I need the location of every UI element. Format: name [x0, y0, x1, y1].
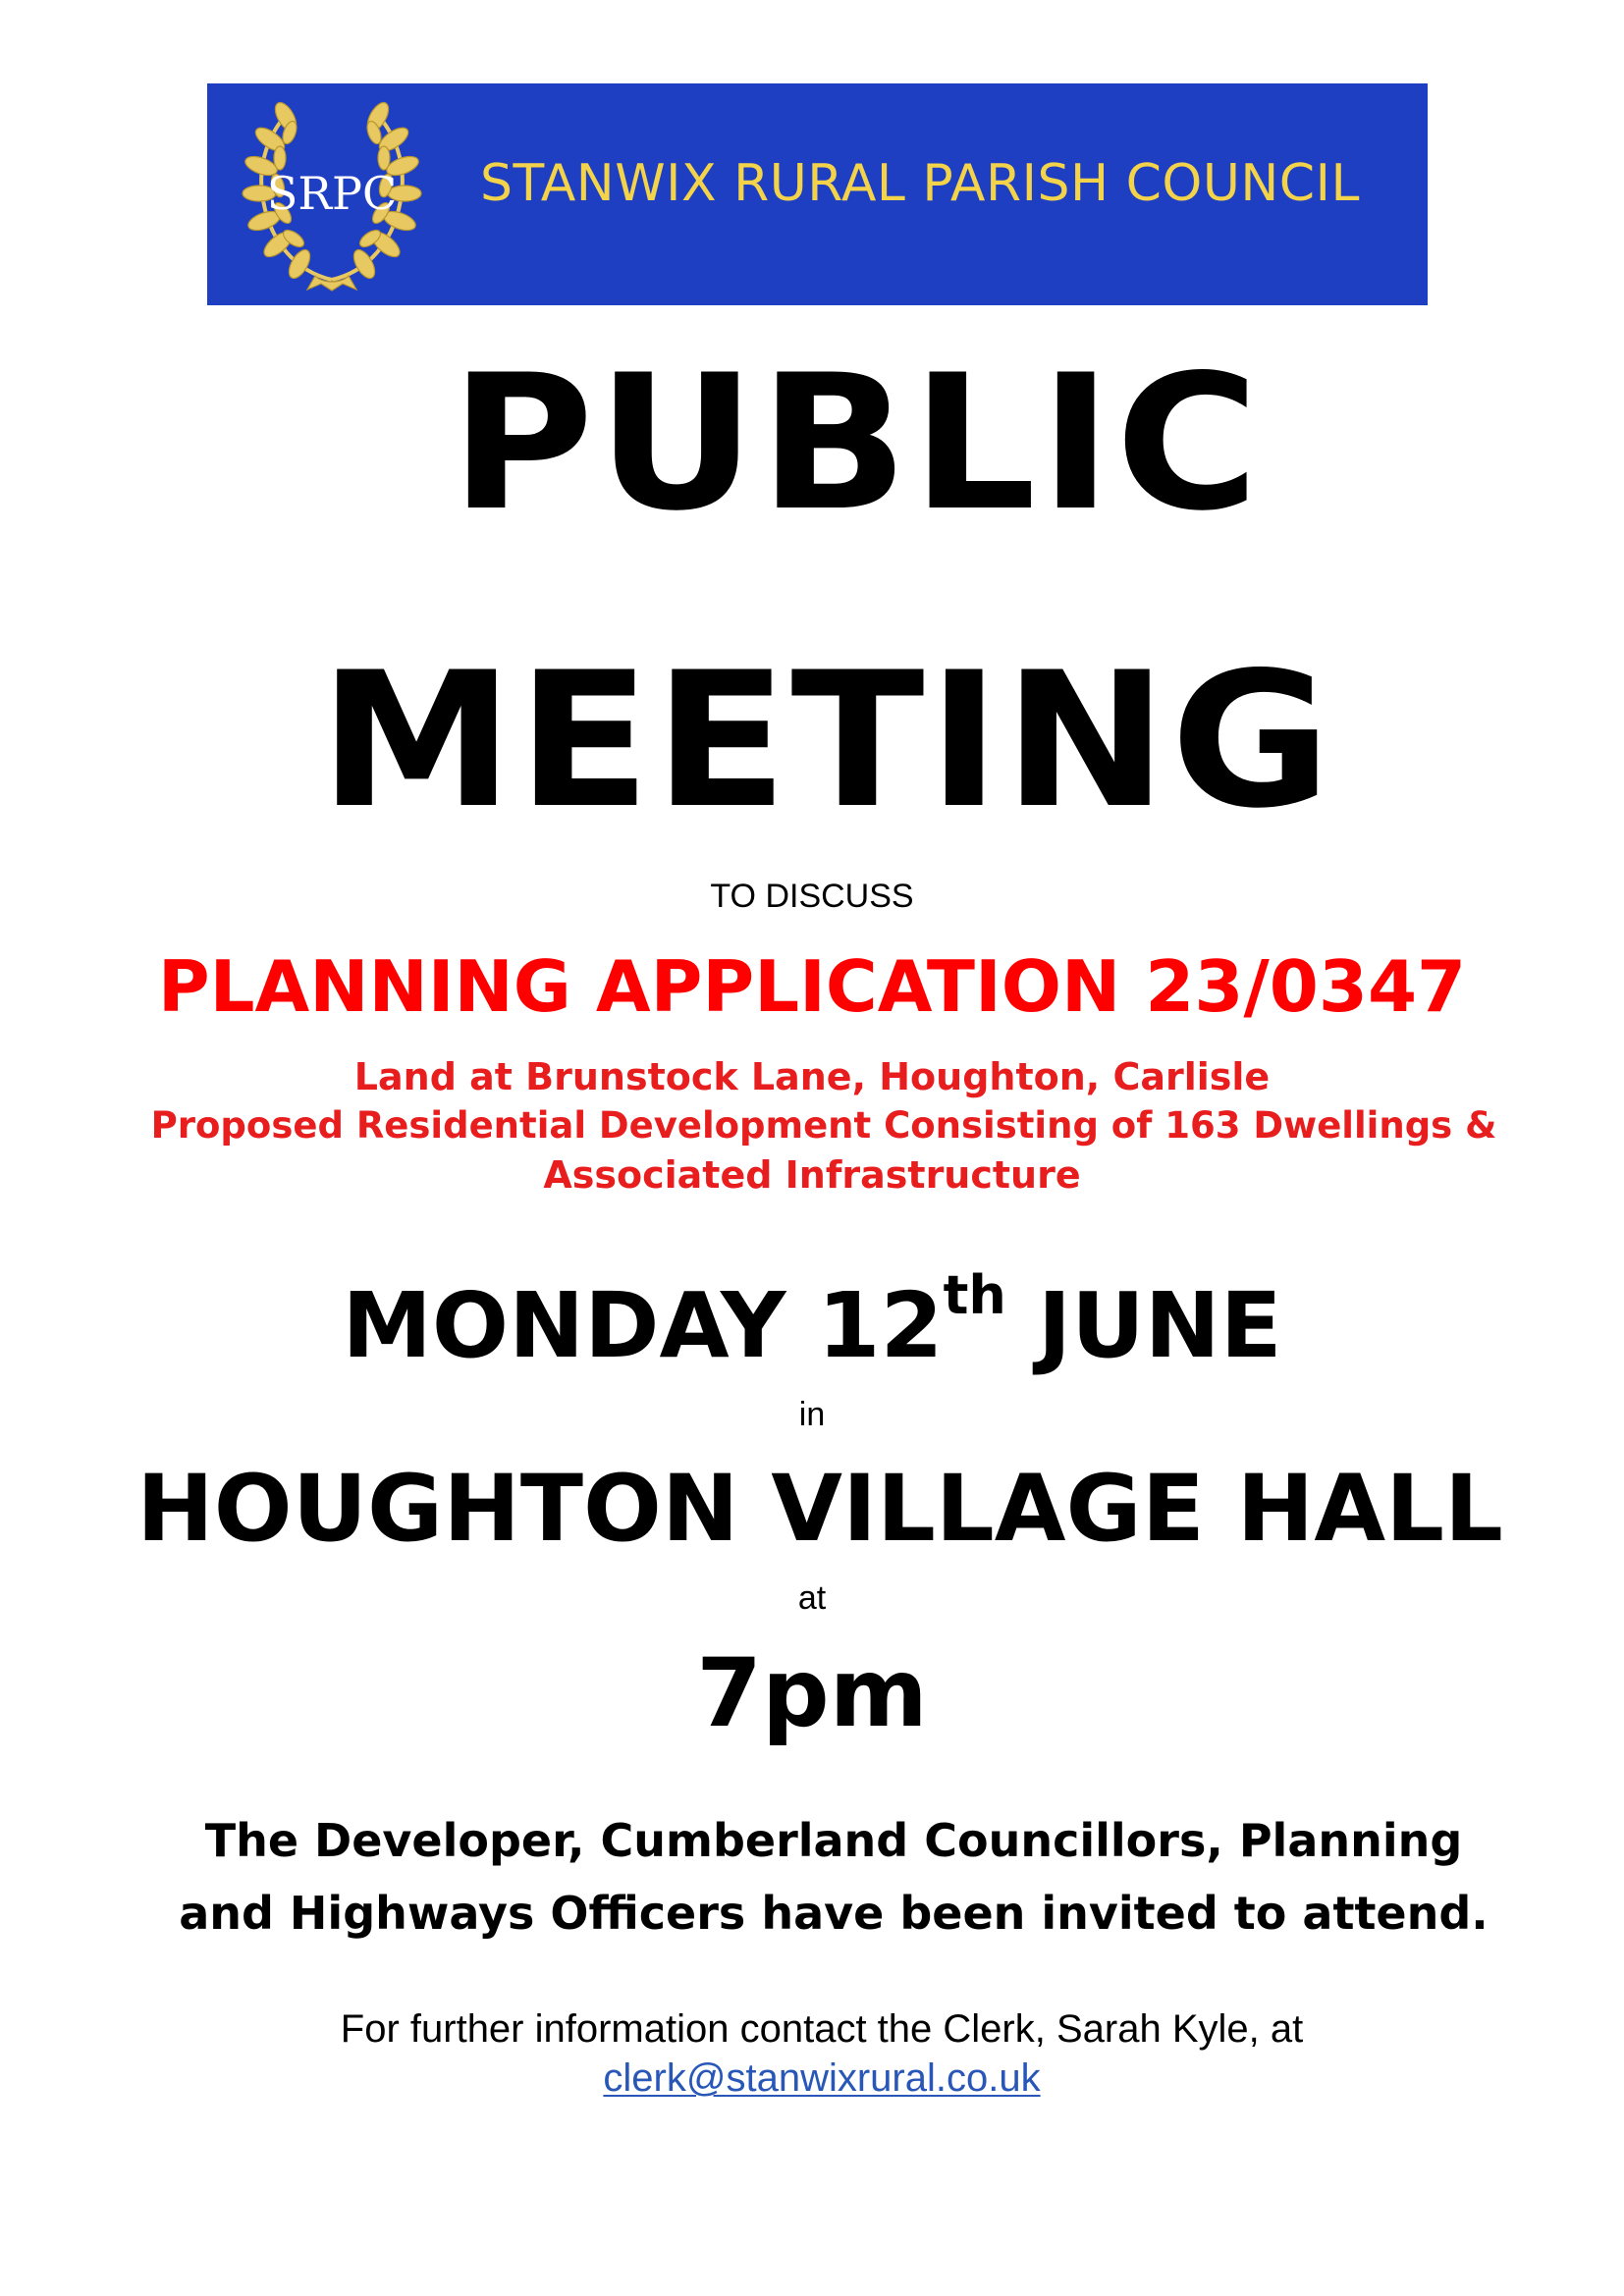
date-month: JUNE: [1005, 1273, 1282, 1378]
invitation-text: [22, 1804, 1624, 1949]
laurel-wreath-icon: [229, 95, 435, 292]
meeting-date: [0, 1264, 1624, 1380]
logo-initials: SRPC: [266, 167, 398, 220]
date-day-suffix: th: [943, 1264, 1006, 1326]
clerk-email-link[interactable]: clerk@stanwixrural.co.uk: [603, 2056, 1041, 2100]
council-banner: [207, 83, 1428, 305]
invitation-line-1: The Developer, Cumberland Councillors, Planning: [204, 1814, 1463, 1867]
meeting-venue: HOUGHTON VILLAGE HALL: [136, 1456, 1503, 1563]
meeting-time: 7pm: [696, 1638, 928, 1748]
date-weekday-day: MONDAY 12: [342, 1273, 944, 1378]
council-name: STANWIX RURAL PARISH COUNCIL: [480, 154, 1360, 213]
heading-public: PUBLIC: [450, 335, 1263, 552]
proposal-description: Proposed Residential Development Consisting of 163 Dwellings &: [150, 1104, 1497, 1147]
contact-text: For further information contact the Clerk, Sarah Kyle, at: [340, 2007, 1304, 2051]
in-connector: in: [798, 1396, 826, 1433]
at-connector: at: [797, 1579, 827, 1617]
site-location: Land at Brunstock Lane, Houghton, Carlisle: [353, 1055, 1271, 1098]
heading-meeting: MEETING: [318, 632, 1335, 849]
purpose-intro: TO DISCUSS: [710, 878, 914, 915]
contact-email: [10, 2054, 1624, 2103]
planning-application-title: PLANNING APPLICATION 23/0347: [157, 945, 1467, 1028]
invitation-line-2: and Highways Officers have been invited to attend.: [179, 1887, 1489, 1940]
proposal-description-cont: Associated Infrastructure: [543, 1153, 1081, 1197]
